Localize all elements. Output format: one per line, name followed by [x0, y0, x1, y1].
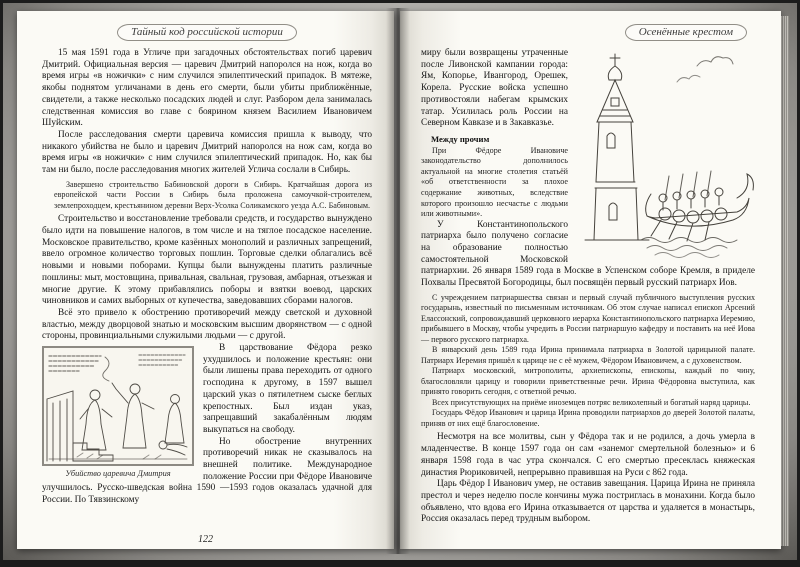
paragraph-taxes: Строительство и восстановление требовали средств, и государство вынуждено было идти на повышение налогов, в том числе и на тяглое посадское население. Московское правительство, кроме казённых монополий и различных запрещений, ввело огромное количество торговых пошлин. Торговые сделки облагались всё новыми и новыми поборами. Купцы были вынуждены платить различные пошлины: мыт, мостовщина, привальная, свальная, грузовая, амбарная, отъезжая и многие другие. К этому прибавлялись поборы и взятки воевод, царских чиновников и самих выборных от купечества, заведовавших сборами налогов. [42, 214, 372, 307]
left-running-head [42, 22, 372, 41]
paragraph-tsarevich-death: 15 мая 1591 года в Угличе при загадочных обстоятельствах погиб царевич Дмитрий. Официальная версия — царевич Дмитрий напоролся на нож, когда во время игры «в ножички» с ним случился эпилептический припадок. В мятеже, якобы поднятом угличанами в день его смерти, были убиты приближённые, свидетели, а также несколько посадских людей и слуг. Разбором дела занималась следственная комиссия во главе с боярином князем Василием Ивановичем Шуйским. [42, 48, 372, 129]
illustration-block-uglich [42, 346, 194, 478]
small-paragraph: С учреждением патриаршества связан и первый случай публичного выступления русских государынь, известный по письменным источникам. Об этом случае написал епископ Арсений Елассонский, сопровождавший церковного иерарха Константинопольского патриарха Иеремию, прибывшего в Москву, чтобы учредить в России патриаршую кафедру и поставить на неё Иова — первого русского патриарха. [421, 292, 755, 344]
left-page-content [17, 11, 394, 549]
paragraph-irina-monastery: Царь Фёдор I Иванович умер, не оставив завещания. Царица Ирина не приняла престол и через неделю после кончины мужа постриглась в монахини. Когда было объявлено, что вдова его Ирина отказывается от царства и удаляется в монастырь, Россия оказалась перед трудным выбором. [421, 479, 755, 525]
aside-title: Между прочим [431, 133, 490, 144]
left-page [17, 11, 394, 549]
aside-law-text: При Фёдоре Ивановиче законодательство дополнилось актуальной на многие столетия статьёй «об ответственности за плохое содержание животных, вследствие которого произошло несчастье с людьми или животными». [421, 145, 568, 219]
illustration-uglich-lubok [42, 346, 194, 466]
paragraph-peasants: В царствование Фёдора резко ухудшилось и положение крестьян: они были лишены права переходить от одного господина к другому, в 1597 вышел царский указ о пятилетнем сыске беглых крепостных. Был издан указ, запрещавший закабалённым людям выкупаться на свободу. [203, 343, 372, 435]
right-running-head [421, 22, 755, 41]
small-paragraph: Патриарх московский, митрополиты, архиепископы, епископы, каждый по чину, благословляли царицу и говорили приветственные речи. Ирина Фёдоровна выступила, как принято говорить сегодня, с ответной речью. [421, 366, 755, 397]
small-text-block [421, 293, 755, 430]
paragraph-foreign-policy: Но обострение внутренних противоречий никак не сказывалось на внешней политике. Международное положение России при Фёдоре Ивановиче улучшилось. Русско-шведская война 1590 —1593 годов оказалась удачной для России. По Тявзинскому [42, 436, 372, 506]
left-running-head-label: Тайный код российской истории [117, 24, 297, 41]
small-paragraph: Всех присутствующих на приёме иноземцев потряс великолепный и богатый наряд царицы. [432, 397, 751, 407]
right-running-head-label: Осенённые крестом [625, 24, 747, 41]
small-paragraph: В январский день 1589 года Ирина принимала патриарха в Золотой царицыной палате. Патриарх Иеремия пришёл к царице не с её мужем, Фёдором Ивановичем, а с духовенством. [421, 345, 755, 365]
paragraph-patriarchate: У Константинопольского патриарха было получено согласие на образование полностью самостоятельной Московской патриархии. 26 января 1589 года в Москве в Успенском соборе Кремля, в приделе Похвалы Пресвятой Богородицы, был посвящён первый русский патриарх Иов. [421, 219, 755, 289]
right-page-content [400, 11, 781, 549]
page-edge-stack [781, 16, 789, 546]
paragraph-fyodor-death: Несмотря на все молитвы, сын у Фёдора так и не родился, а дочь умерла в младенчестве. В конце 1597 года он сам «занемог смертельной болезнью» и 6 января 1598 года в час утра скончался. С его смертью пресеклась княжеская династия Рюриковичей, непрерывно правившая на Руси с 862 года. [421, 432, 755, 478]
illustration-church-and-ship [577, 48, 755, 260]
small-paragraph: Государь Фёдор Иванович и царица Ирина проводили патриархов до дверей Золотой палаты, приняв от них ещё благословение. [421, 408, 755, 428]
paragraph-tyavzino-treaty: миру были возвращены утраченные после Ливонской кампании города: Ям, Копорье, Ивангород, Орешек, Корела. Русские войска успешно противостояли набегам крымских татар. Усилилась роль России на Северном Кавказе и в Закавказье. [421, 48, 568, 129]
right-page [400, 11, 781, 549]
illustration-caption: Убийство царевича Дмитрия [65, 469, 171, 479]
paragraph-investigation: После расследования смерти царевича комиссия пришла к выводу, что никакого убийства не было и царевич Дмитрий напоролся на нож сам, когда во время игры «в ножички» с ним случился эпилептический припадок. Но, как бы там ни было, после расследования многих жителей Углича сослали в Сибирь. [42, 129, 372, 176]
inset-babinov-road: Завершено строительство Бабиновской дороги в Сибирь. Кратчайшая дорога из европейской части России в Сибирь была проложена самоучкой-строителем, землепроходцем, крестьянином деревни Верх-Усолка Соликамского уезда А.С. Бабиновым. [54, 179, 372, 210]
paragraph-contradictions: Всё это привело к обострению противоречий между светской и духовной властью, между дворцовой знатью и московским высшим дворянством — с одной стороны, провинциальными служилыми людьми — с другой. [42, 307, 372, 342]
page-number: 122 [198, 534, 213, 545]
